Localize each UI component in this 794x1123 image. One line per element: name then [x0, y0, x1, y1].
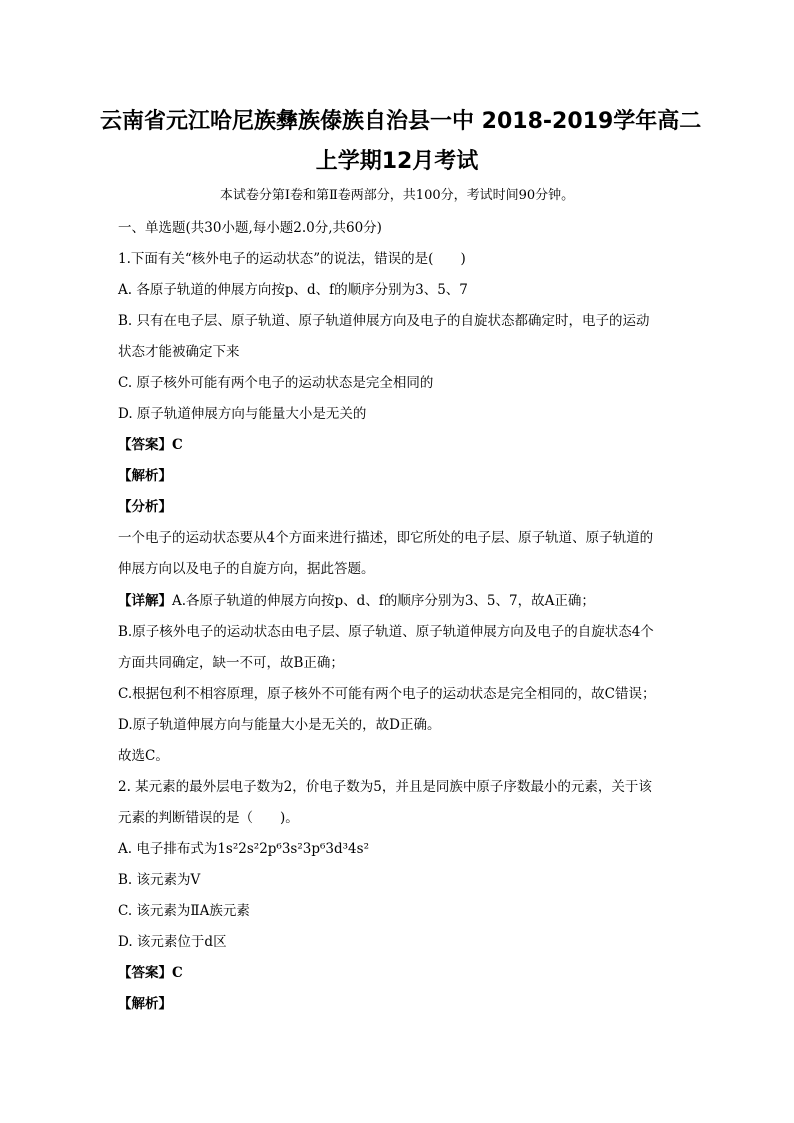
exam-instructions: 本试卷分第Ⅰ卷和第Ⅱ卷两部分，共100分，考试时间90分钟。 [219, 188, 575, 203]
q1-detail-line1 [118, 591, 678, 611]
q1-detail-line4: C.根据包利不相容原理，原子核外不可能有两个电子的运动状态是完全相同的，故C错误； [118, 686, 656, 702]
q2-explanation-label: 【解析】 [118, 996, 172, 1012]
q2-electron-config: 1s²2s²2p⁶3s²3p⁶3d³4s² [217, 841, 369, 857]
q1-analysis-line2: 伸展方向以及电子的自旋方向，据此答题。 [118, 561, 375, 577]
q2-answer: 【答案】C [118, 965, 183, 981]
q1-detail-line2: B.原子核外电子的运动状态由电子层、原子轨道、原子轨道伸展方向及电子的自旋状态4个 [118, 624, 654, 640]
section-heading: 一、单选题(共30小题,每小题2.0分,共60分) [118, 220, 382, 236]
q1-analysis-label: 【分析】 [118, 499, 172, 515]
q1-option-b-line1: B. 只有在电子层、原子轨道、原子轨道伸展方向及电子的自旋状态都确定时，电子的运动 [118, 313, 650, 329]
q1-option-d: D. 原子轨道伸展方向与能量大小是无关的 [118, 406, 367, 422]
q1-conclusion: 故选C。 [118, 748, 169, 764]
page-title-line2: 上学期12月考试 [315, 149, 479, 174]
q2-option-c: C. 该元素为ⅡA族元素 [118, 903, 250, 919]
q1-option-c: C. 原子核外可能有两个电子的运动状态是完全相同的 [118, 375, 434, 391]
q1-option-b-line2: 状态才能被确定下来 [118, 344, 240, 360]
q2-option-a [118, 839, 678, 859]
q2-option-a-prefix: A. 电子排布式为 [118, 841, 218, 857]
q2-option-d: D. 该元素位于d区 [118, 934, 227, 950]
q1-detail-line3: 方面共同确定，缺一不可，故B正确； [118, 655, 344, 671]
q2-stem-line2: 元素的判断错误的是（ )。 [118, 810, 299, 826]
q1-detail-line5: D.原子轨道伸展方向与能量大小是无关的，故D正确。 [118, 717, 441, 733]
q2-option-b: B. 该元素为V [118, 872, 201, 888]
q1-answer: 【答案】C [118, 437, 183, 453]
page-title-line1: 云南省元江哈尼族彝族傣族自治县一中 2018-2019学年高二 [100, 109, 702, 134]
q1-detail-text: A.各原子轨道的伸展方向按p、d、f的顺序分别为3、5、7，故A正确； [172, 593, 595, 609]
q1-analysis-line1: 一个电子的运动状态要从4个方面来进行描述，即它所处的电子层、原子轨道、原子轨道的 [118, 530, 654, 546]
q1-stem: 1.下面有关“核外电子的运动状态”的说法，错误的是( ) [118, 251, 466, 267]
q2-stem-line1: 2. 某元素的最外层电子数为2，价电子数为5，并且是同族中原子序数最小的元素，关于该 [118, 779, 652, 795]
q1-explanation-label: 【解析】 [118, 468, 172, 484]
q1-option-a: A. 各原子轨道的伸展方向按p、d、f的顺序分别为3、5、7 [118, 282, 468, 298]
q1-detail-label: 【详解】 [118, 593, 172, 609]
